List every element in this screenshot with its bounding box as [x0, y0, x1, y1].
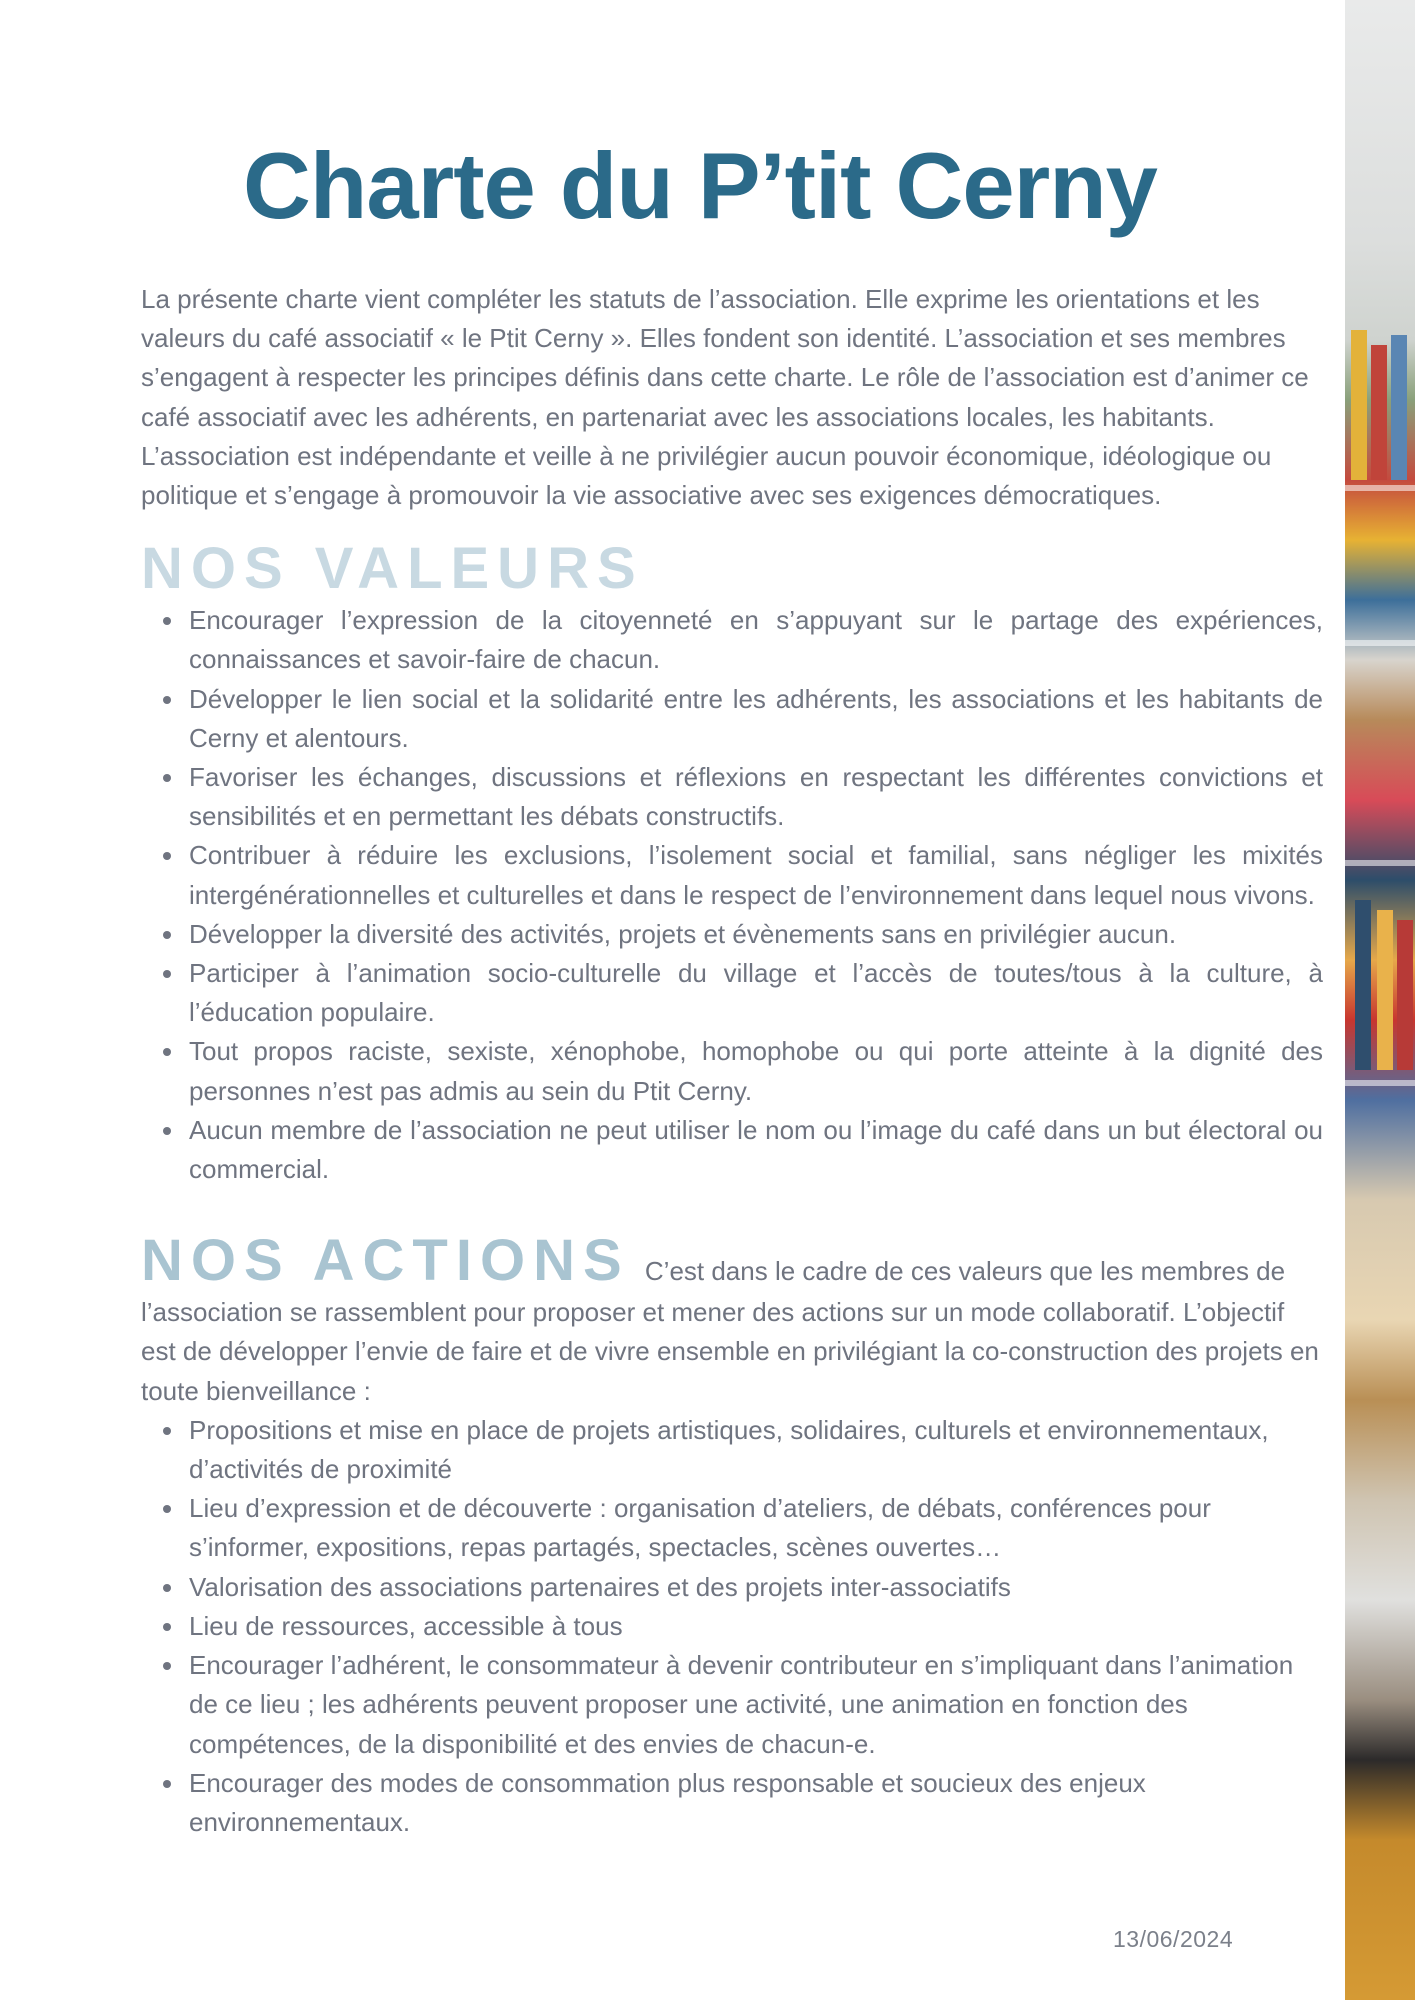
- cafe-photo-strip: [1345, 0, 1415, 2000]
- valeurs-list: [141, 601, 1323, 1189]
- list-item: Lieu d’expression et de découverte : organisation d’ateliers, de débats, conférences pour s’informer, expositions, repas partagés, spectacles, scènes ouvertes…: [189, 1489, 1323, 1567]
- list-item: Valorisation des associations partenaires et des projets inter-associatifs: [189, 1568, 1323, 1607]
- actions-list: [141, 1411, 1323, 1842]
- list-item: Favoriser les échanges, discussions et réflexions en respectant les différentes convictions et sensibilités et en permettant les débats constructifs.: [189, 758, 1323, 836]
- list-item: Lieu de ressources, accessible à tous: [189, 1607, 1323, 1646]
- valeurs-heading: NOS VALEURS: [141, 536, 644, 602]
- list-item: Participer à l’animation socio-culturelle du village et l’accès de toutes/tous à la culture, à l’éducation populaire.: [189, 954, 1323, 1032]
- intro-paragraph: La présente charte vient compléter les statuts de l’association. Elle exprime les orientations et les valeurs du café associatif « le Ptit Cerny ». Elles fondent son identité. L’association et ses membres s’engagent à respecter les principes définis dans cette charte. Le rôle de l’association est d’animer ce café associatif avec les adhérents, en partenariat avec les associations locales, les habitants. L’association est indépendante et veille à ne privilégier aucun pouvoir économique, idéologique ou politique et s’engage à promouvoir la vie associative avec ses exigences démocratiques.: [141, 284, 1309, 511]
- actions-section: [141, 1229, 1323, 1411]
- list-item: Encourager l’expression de la citoyenneté en s’appuyant sur le partage des expériences, connaissances et savoir-faire de chacun.: [189, 601, 1323, 679]
- list-item: Tout propos raciste, sexiste, xénophobe, homophobe ou qui porte atteinte à la dignité des personnes n’est pas admis au sein du Ptit Cerny.: [189, 1032, 1323, 1110]
- list-item: Contribuer à réduire les exclusions, l’isolement social et familial, sans négliger les mixités intergénérationnelles et culturelles et dans le respect de l’environnement dans lequel nous vivons.: [189, 836, 1323, 914]
- document-date: 13/06/2024: [1113, 1926, 1234, 1952]
- page-title: Charte du P’tit Cerny: [243, 133, 1157, 238]
- list-item: Développer la diversité des activités, projets et évènements sans en privilégier aucun.: [189, 915, 1323, 954]
- list-item: Encourager des modes de consommation plus responsable et soucieux des enjeux environnementaux.: [189, 1764, 1323, 1842]
- list-item: Développer le lien social et la solidarité entre les adhérents, les associations et les habitants de Cerny et alentours.: [189, 680, 1323, 758]
- list-item: Aucun membre de l’association ne peut utiliser le nom ou l’image du café dans un but électoral ou commercial.: [189, 1111, 1323, 1189]
- list-item: Encourager l’adhérent, le consommateur à devenir contributeur en s’impliquant dans l’animation de ce lieu ; les adhérents peuvent proposer une activité, une animation en fonction des compétences, de la disponibilité et des envies de chacun-e.: [189, 1646, 1323, 1764]
- document-content: [141, 280, 1323, 1842]
- actions-heading: NOS ACTIONS: [141, 1228, 630, 1294]
- valeurs-section: [141, 537, 1323, 601]
- actions-intro: C’est dans le cadre de ces valeurs que les membres de l’association se rassemblent pour proposer et mener des actions sur un mode collaboratif. L’objectif est de développer l’envie de faire et de vivre ensemble en privilégiant la co-construction des projets en toute bienveillance :: [141, 1256, 1319, 1406]
- list-item: Propositions et mise en place de projets artistiques, solidaires, culturels et environnementaux, d’activités de proximité: [189, 1411, 1323, 1489]
